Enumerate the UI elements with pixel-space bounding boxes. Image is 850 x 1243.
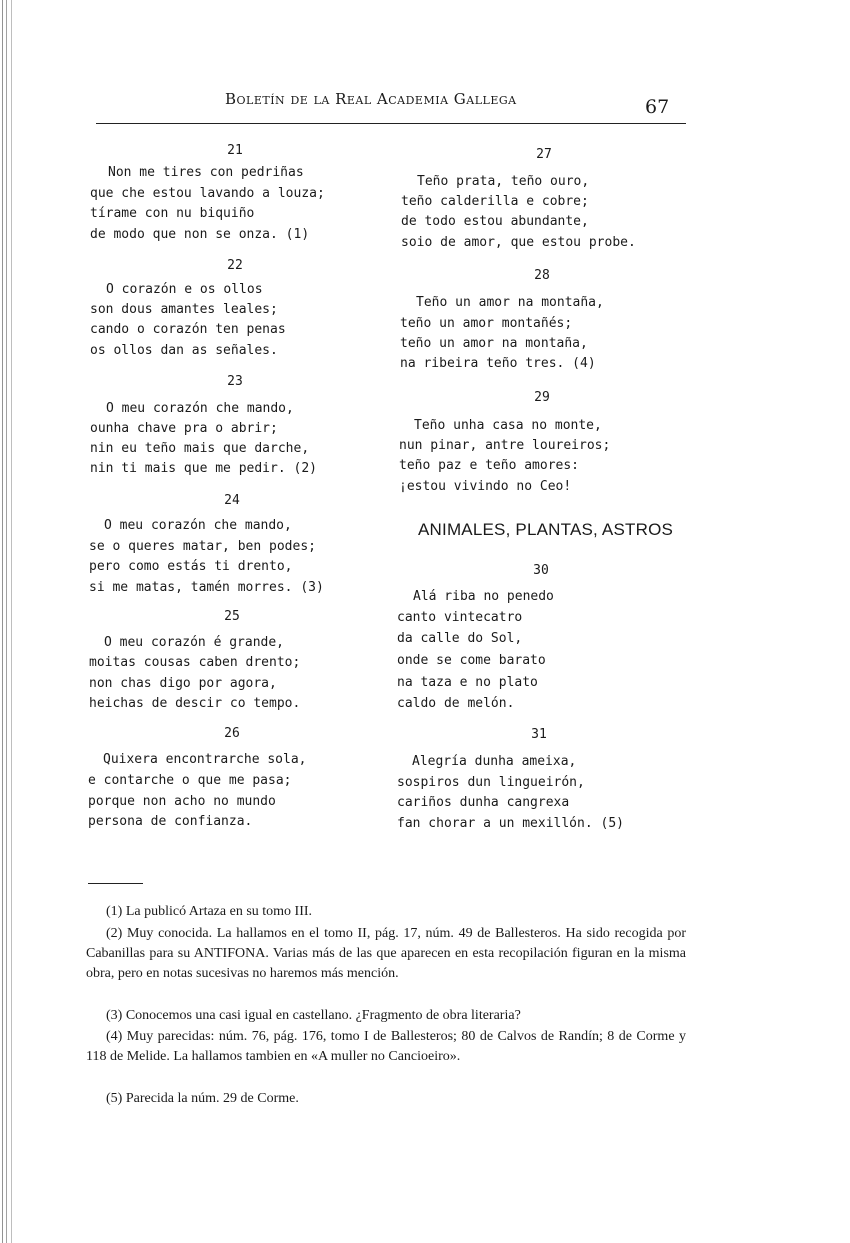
poem-number: 26: [224, 726, 240, 741]
poem-line: nun pinar, antre loureiros;: [399, 438, 611, 453]
footnote: (3) Conocemos una casi igual en castellano. ¿Fragmento de obra literaria?: [106, 1008, 521, 1023]
poem-line: Quixera encontrarche sola,: [103, 752, 307, 767]
poem-line: pero como estás ti drento,: [89, 559, 293, 574]
poem-line: son dous amantes leales;: [90, 302, 278, 317]
poem-line: O meu corazón che mando,: [104, 518, 292, 533]
poem-line: Non me tires con pedriñas: [108, 165, 304, 180]
poem-line: ¡estou vivindo no Ceo!: [399, 479, 572, 494]
poem-line: Teño un amor na montaña,: [416, 295, 604, 310]
poem-number: 24: [224, 493, 240, 508]
poem-line: Alá riba no penedo: [413, 589, 554, 604]
poem-number: 23: [227, 374, 243, 389]
poem-line: se o queres matar, ben podes;: [89, 539, 316, 554]
poem-line: soio de amor, que estou probe.: [401, 235, 636, 250]
poem-line: fan chorar a un mexillón. (5): [397, 816, 624, 831]
page-spine-edge: [0, 0, 22, 1243]
poem-line: nin ti mais que me pedir. (2): [90, 461, 317, 476]
poem-line: da calle do Sol,: [397, 631, 523, 646]
poem-line: sospiros dun lingueirón,: [397, 775, 585, 790]
poem-line: os ollos dan as señales.: [90, 343, 278, 358]
poem-number: 28: [534, 268, 550, 283]
footnote: (5) Parecida la núm. 29 de Corme.: [106, 1091, 299, 1106]
poem-line: O meu corazón che mando,: [106, 401, 294, 416]
running-header: Boletín de la Real Academia Gallega: [225, 90, 517, 108]
poem-line: nin eu teño mais que darche,: [90, 441, 310, 456]
poem-line: teño paz e teño amores:: [399, 458, 580, 473]
page-number: 67: [645, 96, 670, 118]
footnote: (4) Muy parecidas: núm. 76, pág. 176, tomo I de Ballesteros; 80 de Calvos de Randín; 8 de Corme y 118 de Melide. La hallamos tambien en «A muller no Cancioeiro».: [86, 1029, 686, 1064]
poem-number: 31: [531, 727, 547, 742]
poem-line: O corazón e os ollos: [106, 282, 263, 297]
poem-line: teño un amor montañés;: [400, 316, 573, 331]
poem-number: 22: [227, 258, 243, 273]
poem-line: caldo de melón.: [397, 696, 515, 711]
poem-line: de todo estou abundante,: [401, 214, 589, 229]
poem-line: non chas digo por agora,: [89, 676, 277, 691]
poem-line: heichas de descir co tempo.: [89, 696, 301, 711]
footnote-rule: [88, 883, 143, 884]
poem-number: 21: [227, 143, 243, 158]
poem-line: ounha chave pra o abrir;: [90, 421, 278, 436]
poem-line: Teño unha casa no monte,: [414, 418, 602, 433]
poem-line: que che estou lavando a louza;: [90, 186, 325, 201]
footnote: (1) La publicó Artaza en su tomo III.: [106, 904, 313, 919]
poem-line: na ribeira teño tres. (4): [400, 356, 596, 371]
poem-line: porque non acho no mundo: [88, 794, 276, 809]
poem-line: Teño prata, teño ouro,: [417, 174, 590, 189]
poem-line: teño un amor na montaña,: [400, 336, 588, 351]
poem-line: cariños dunha cangrexa: [397, 795, 570, 810]
poem-number: 27: [536, 147, 552, 162]
poem-line: moitas cousas caben drento;: [89, 655, 301, 670]
poem-line: persona de confianza.: [88, 814, 253, 829]
poem-line: canto vintecatro: [397, 610, 523, 625]
poem-line: O meu corazón é grande,: [104, 635, 285, 650]
poem-line: onde se come barato: [397, 653, 546, 668]
poem-number: 29: [534, 390, 550, 405]
poem-line: e contarche o que me pasa;: [88, 773, 292, 788]
header-rule: [96, 123, 686, 124]
poem-line: teño calderilla e cobre;: [401, 194, 589, 209]
poem-line: Alegría dunha ameixa,: [412, 754, 577, 769]
poem-line: si me matas, tamén morres. (3): [89, 580, 324, 595]
footnote: (2) Muy conocida. La hallamos en el tomo II, pág. 17, núm. 49 de Ballesteros. Ha sido recogida por Cabanillas para su ANTIFONA. Varias más de las que aparecen en esta recopilación figuran en la misma obra, pero en notas sucesivas no haremos más mención.: [86, 926, 686, 981]
poem-number: 25: [224, 609, 240, 624]
poem-line: cando o corazón ten penas: [90, 322, 286, 337]
poem-line: na taza e no plato: [397, 675, 538, 690]
poem-number: 30: [533, 563, 549, 578]
poem-line: de modo que non se onza. (1): [90, 227, 310, 242]
poem-line: tírame con nu biquiño: [90, 206, 255, 221]
section-heading: ANIMALES, PLANTAS, ASTROS: [418, 520, 674, 539]
